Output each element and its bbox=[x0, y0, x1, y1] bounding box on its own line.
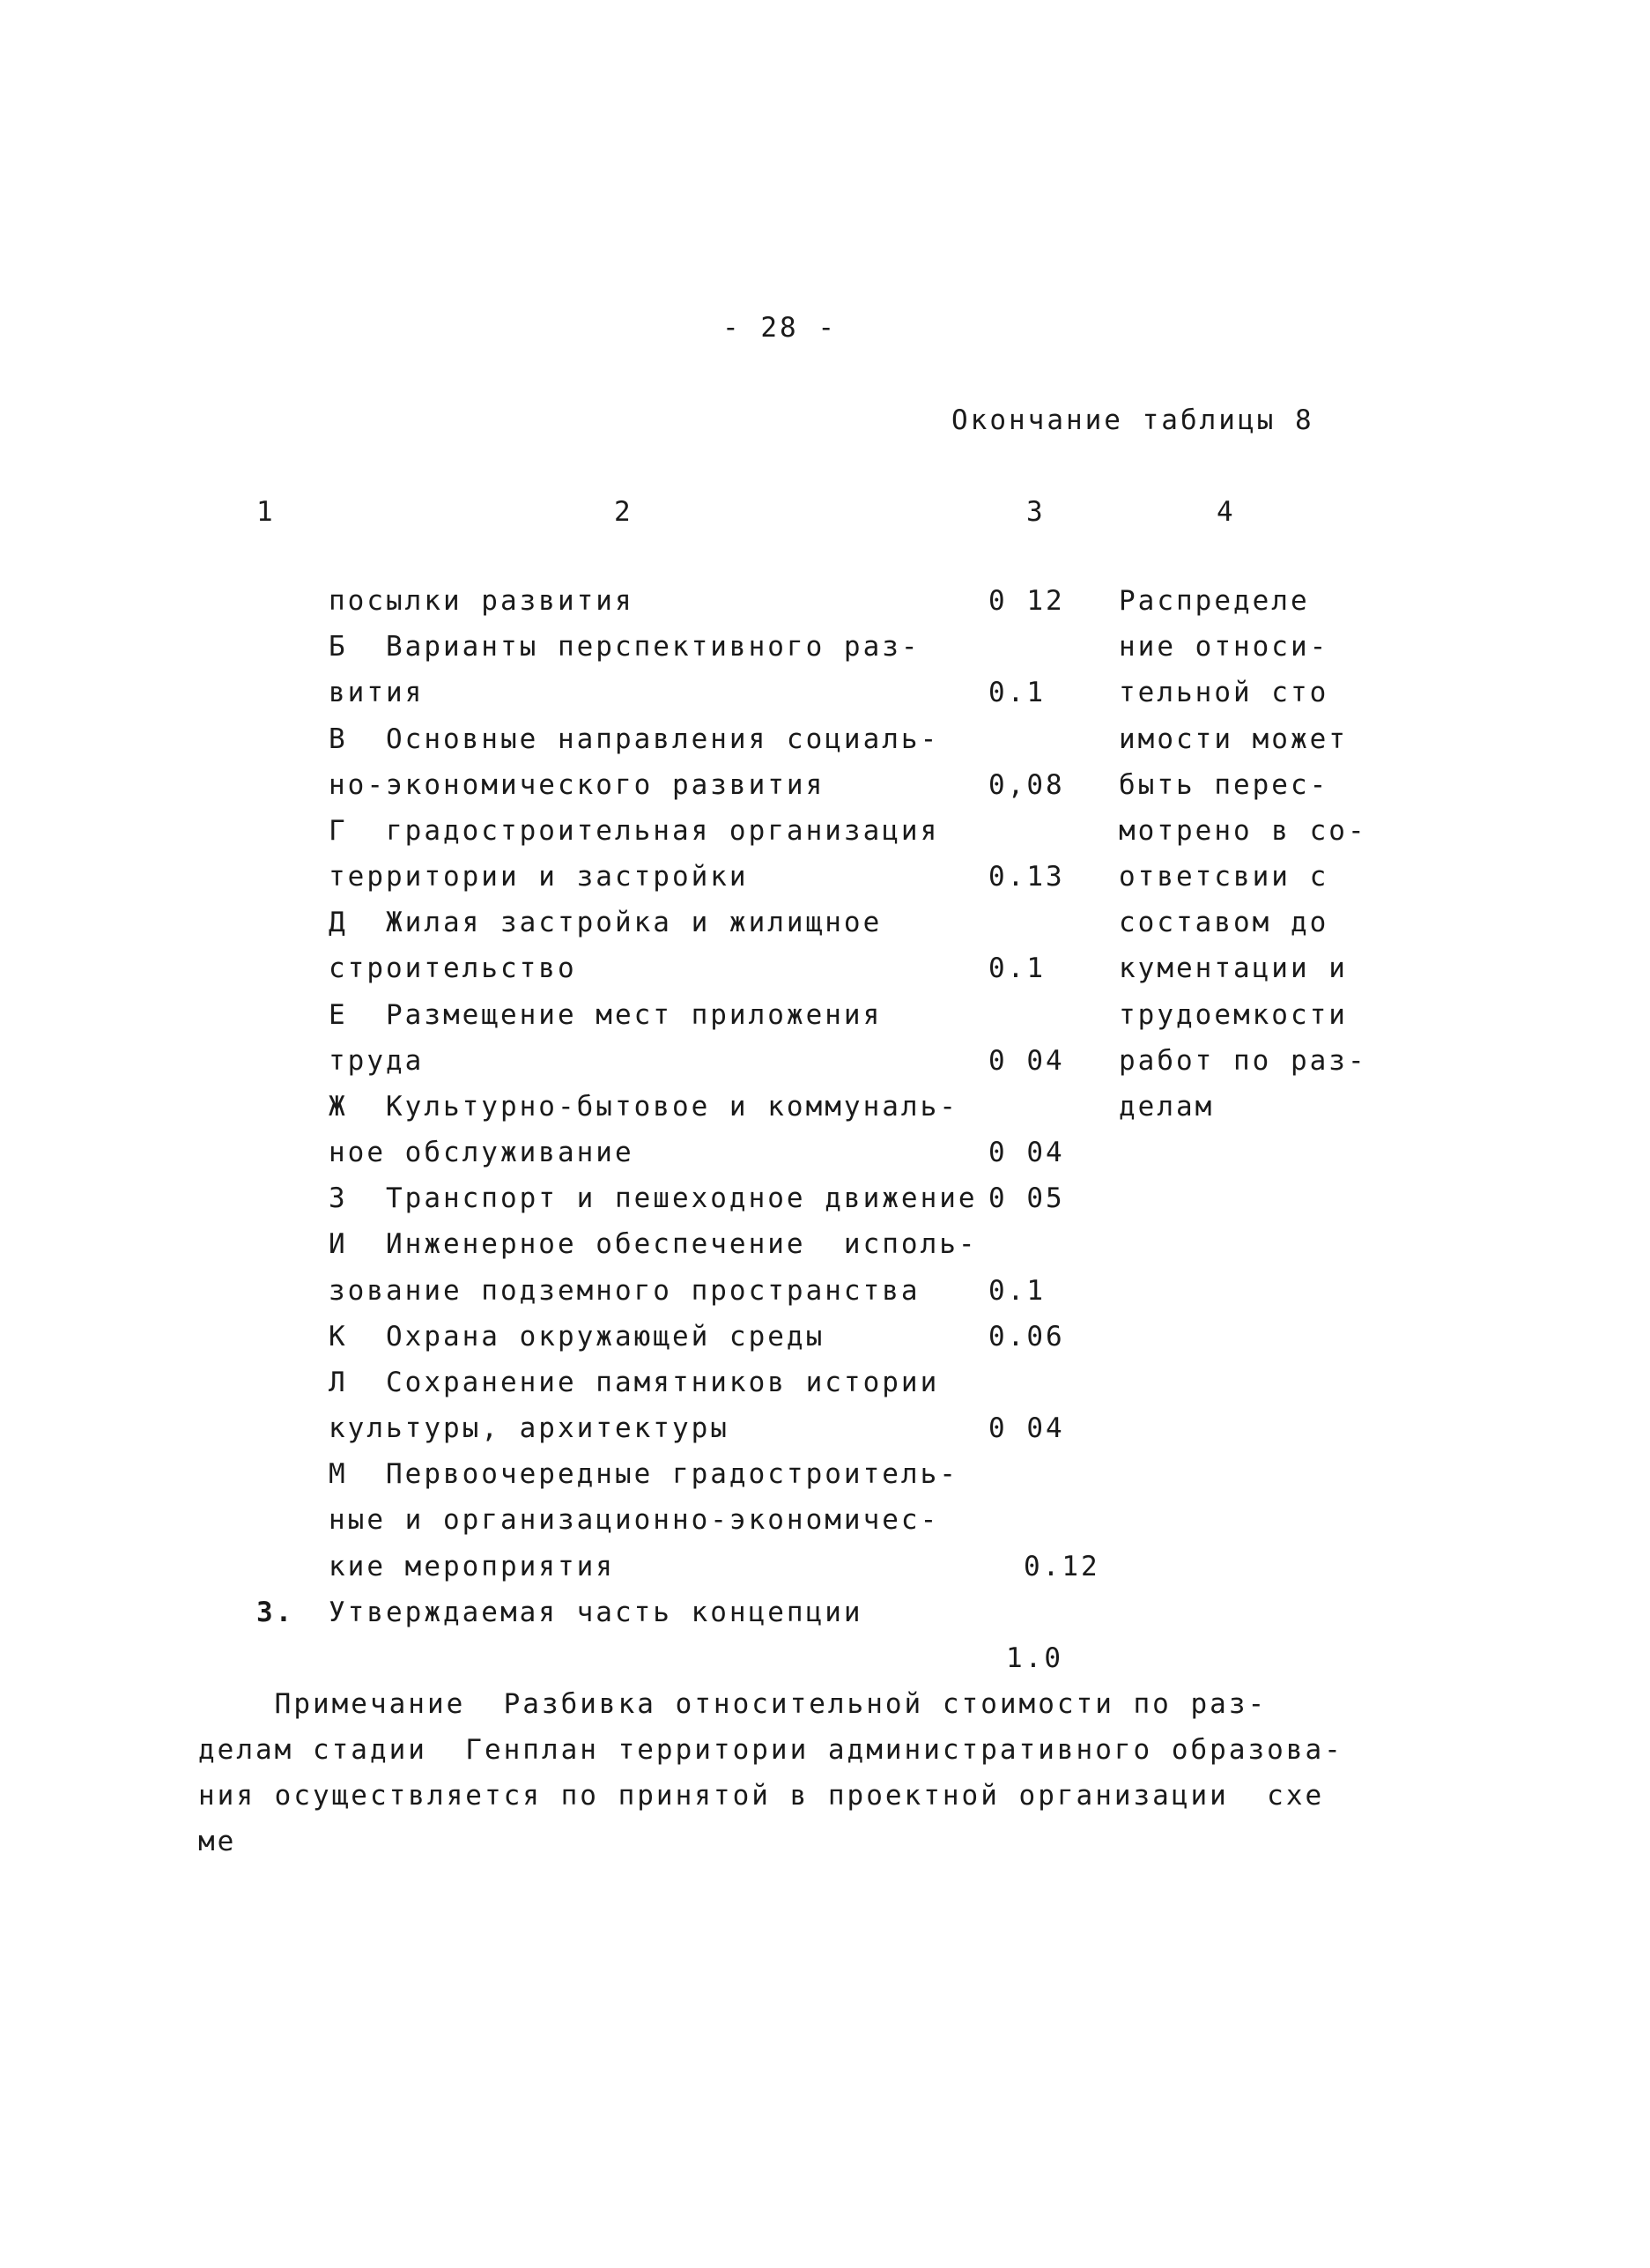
row-text: Л Сохранение памятников истории bbox=[329, 1367, 940, 1398]
row-value: 0 04 bbox=[988, 1045, 1065, 1077]
row-value: 0.1 bbox=[988, 677, 1046, 708]
row-text: И Инженерное обеспечение исполь- bbox=[329, 1228, 978, 1260]
row-value: 0 12 bbox=[988, 585, 1065, 617]
remark-line: делам bbox=[1119, 1091, 1215, 1123]
row-text: кие мероприятия bbox=[329, 1551, 615, 1582]
note-line: ме bbox=[198, 1826, 237, 1857]
row-value: 0.06 bbox=[988, 1321, 1065, 1353]
row-value: 0.1 bbox=[988, 1275, 1046, 1307]
column-header-4: 4 bbox=[1217, 496, 1236, 528]
row-value: 0.12 bbox=[1024, 1551, 1100, 1582]
row-text: Д Жилая застройка и жилищное bbox=[329, 907, 883, 938]
row-text: но-экономического развития bbox=[329, 769, 825, 801]
column-header-3: 3 bbox=[1026, 496, 1046, 528]
row-text: территории и застройки bbox=[329, 861, 749, 893]
section-title: Утверждаемая часть концепции bbox=[329, 1597, 863, 1628]
row-text: ные и организационно-экономичес- bbox=[329, 1504, 940, 1536]
row-text: труда bbox=[329, 1045, 425, 1077]
row-text: вития bbox=[329, 677, 425, 708]
row-text: посылки развития bbox=[329, 585, 634, 617]
row-text: М Первоочередные градостроитель- bbox=[329, 1458, 958, 1490]
remark-line: Распределе bbox=[1119, 585, 1310, 617]
remark-line: ответсвии с bbox=[1119, 861, 1329, 893]
remark-line: составом до bbox=[1119, 907, 1329, 938]
row-value: 0 05 bbox=[988, 1182, 1065, 1214]
remark-line: трудоемкости bbox=[1119, 999, 1348, 1031]
column-header-1: 1 bbox=[256, 496, 276, 528]
table-caption: Окончание таблицы 8 bbox=[951, 404, 1314, 436]
section-number: 3. bbox=[256, 1597, 295, 1628]
remark-line: кументации и bbox=[1119, 952, 1348, 984]
row-text: В Основные направления социаль- bbox=[329, 723, 940, 755]
row-value: 0.13 bbox=[988, 861, 1065, 893]
remark-line: быть перес- bbox=[1119, 769, 1329, 801]
row-text: ное обслуживание bbox=[329, 1137, 634, 1168]
row-value: 0,08 bbox=[988, 769, 1065, 801]
row-text: строительство bbox=[329, 952, 577, 984]
row-value: 0.1 bbox=[988, 952, 1046, 984]
row-text: Г градостроительная организация bbox=[329, 815, 940, 847]
page-number: - 28 - bbox=[722, 312, 837, 344]
remark-line: тельной сто bbox=[1119, 677, 1329, 708]
row-text: К Охрана окружающей среды bbox=[329, 1321, 825, 1353]
note-line: делам стадии Генплан территории административного образова- bbox=[198, 1734, 1343, 1766]
section-total-value: 1.0 bbox=[1006, 1642, 1063, 1674]
row-text: зование подземного пространства bbox=[329, 1275, 921, 1307]
remark-line: работ по раз- bbox=[1119, 1045, 1367, 1077]
remark-line: имости может bbox=[1119, 723, 1348, 755]
column-header-2: 2 bbox=[614, 496, 633, 528]
remark-line: мотрено в со- bbox=[1119, 815, 1367, 847]
note-line: ния осуществляется по принятой в проектной организации схе bbox=[198, 1780, 1325, 1812]
remark-line: ние относи- bbox=[1119, 631, 1329, 663]
row-text: Е Размещение мест приложения bbox=[329, 999, 883, 1031]
row-text: З Транспорт и пешеходное движение bbox=[329, 1182, 978, 1214]
row-text: культуры, архитектуры bbox=[329, 1412, 729, 1444]
row-value: 0 04 bbox=[988, 1137, 1065, 1168]
row-value: 0 04 bbox=[988, 1412, 1065, 1444]
note-line: Примечание Разбивка относительной стоимости по раз- bbox=[198, 1688, 1268, 1720]
row-text: Ж Культурно-бытовое и коммуналь- bbox=[329, 1091, 958, 1123]
row-text: Б Варианты перспективного раз- bbox=[329, 631, 921, 663]
